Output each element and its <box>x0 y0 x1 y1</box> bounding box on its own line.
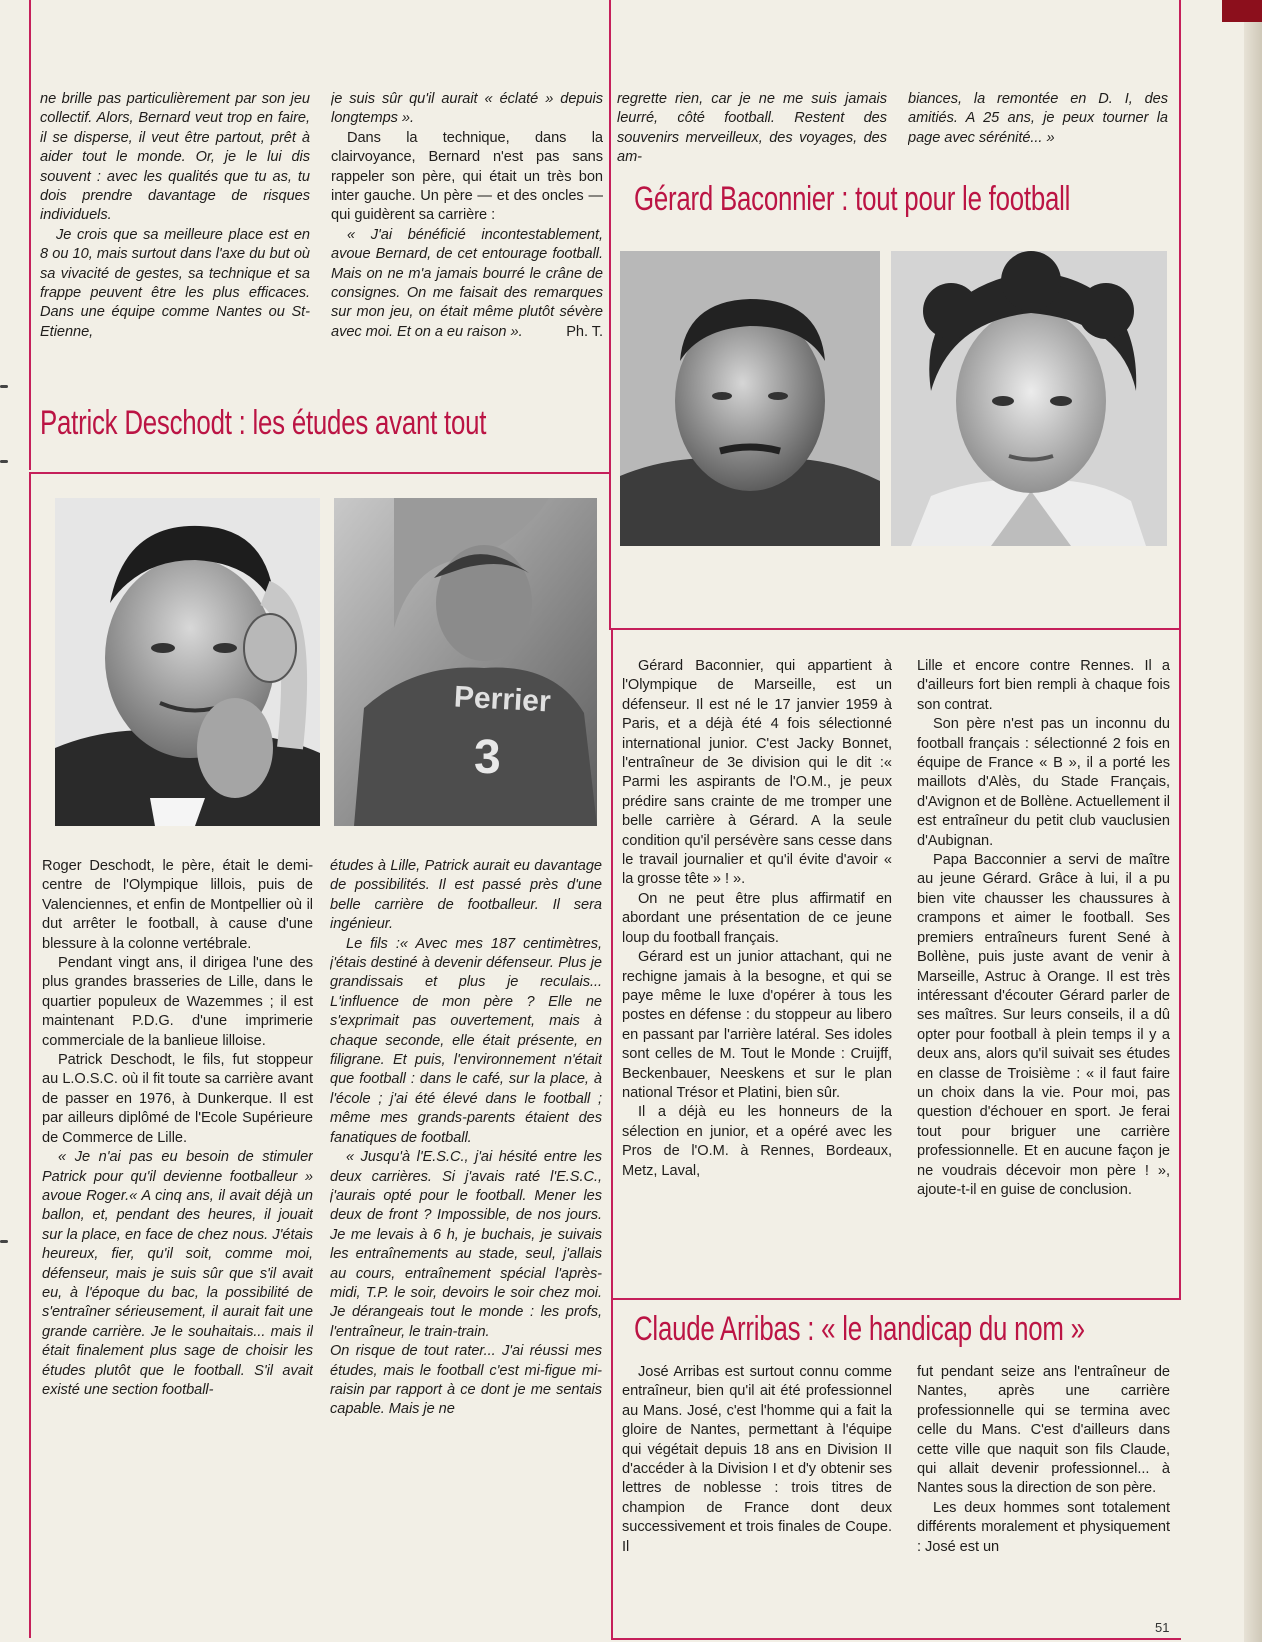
paragraph: biances, la remontée en D. I, des amitiés. A 25 ans, je peux tourner la page avec sérénité... » <box>908 91 1168 146</box>
paragraph: Son père n'est pas un inconnu du football français : sélectionné 2 fois en équipe de France « B », il a porté les maillots d'Alès, du Stade Français, d'Avignon et de Bollène. Actuellement il est entraîneur du petit club vauclusien d'Aubignan. <box>917 716 1170 849</box>
top-column-3 <box>617 90 887 180</box>
paragraph: fut pendant seize ans l'entraîneur de Nantes, après une carrière professionnelle qui se termina avec celle du Mans. C'est d'ailleurs dans cette ville que naquit son fils Claude, qui allait devenir professionnel... à Nantes sous la direction de son père. <box>917 1364 1170 1497</box>
gerard-baconnier-portrait-image <box>891 251 1167 546</box>
top-column-1 <box>40 90 310 380</box>
headline-deschodt: Patrick Deschodt : les études avant tout <box>40 404 487 442</box>
paragraph: José Arribas est surtout connu comme entraîneur, bien qu'il ait été professionnel au Mans. José, c'est l'homme qui a fait la gloire de Nantes, permettant à l'équipe qui végétait depuis 18 ans en Division II d'accéder à la Division I et d'y obtenir ses lettres de noblesse : trois titres de champion de France dont deux successivement et trois finales de Coupe. Il <box>622 1364 892 1555</box>
roger-portrait-image <box>55 498 320 826</box>
paragraph: Les deux hommes sont totalement différents moralement et physiquement : José est un <box>917 1499 1170 1555</box>
baconnier-column-2 <box>917 657 1170 1292</box>
headline-arribas: Claude Arribas : « le handicap du nom » <box>634 1310 1085 1348</box>
rule-deschodt-top <box>29 472 611 474</box>
paragraph: regrette rien, car je ne me suis jamais leurré, côté football. Restent des souvenirs merveilleux, des voyages, des am- <box>617 91 887 166</box>
paragraph: Je crois que sa meilleure place est en 8 ou 10, mais surtout dans l'axe du but où sa vivacité de gestes, sa technique et sa frappe peuvent être les plus efficaces. Dans une équipe comme Nantes ou St-Etienne, <box>40 226 310 340</box>
rule-baconnier-bottom <box>609 628 1181 630</box>
photo-baconnier-2 <box>891 251 1167 546</box>
rule-left-top <box>29 0 31 470</box>
paragraph: On ne peut être plus affirmatif en abordant une présentation de ce jeune loup du football français. <box>622 890 892 946</box>
headline-baconnier: Gérard Baconnier : tout pour le football <box>634 180 1071 218</box>
deschodt-column-2 <box>330 857 602 1632</box>
rule-arribas-top <box>611 1298 1181 1300</box>
paragraph: je suis sûr qu'il aurait « éclaté » depuis longtemps ». <box>331 91 603 127</box>
paragraph: ne brille pas particulièrement par son jeu collectif. Alors, Bernard veut trop en faire, il se disperse, il veut être partout, prêt à aider tout le monde. Or, je le lui dis souvent : avec les qualités que tu as, tu dois prendre davantage de risques individuels. <box>40 91 310 224</box>
shirt-sponsor-text: Perrier <box>453 680 552 719</box>
page-edge-tab <box>1222 0 1262 22</box>
paragraph: Roger Deschodt, le père, était le demi-centre de l'Olympique lillois, puis de Valenciennes, et enfin de Montpellier où il dut arrêter le football, à cause d'une blessure à la colonne vertébrale. <box>42 858 313 952</box>
paragraph: Papa Bacconnier a servi de maître au jeune Gérard. Grâce à lui, il a pu bien vite chausser les chaussures à crampons et aimer le football. Ses premiers entraîneurs furent Sené à Bollène, puis juste avant de venir à Marseille, Astruc à Orange. Il est très intéressant d'écouter Gérard parler de ses maîtres. Sur leurs conseils, il a dû opter pour football à plein temps il y a deux ans, alors qu'il suivait ses études en classe de Troisième : « il faut faire un choix dans la vie. Pour moi, pas question d'échouer en sport. Je ferai tout pour briguer une carrière professionnelle. Et en aucune façon je ne voudrais décevoir mon père ! », ajoute-t-il en guise de conclusion. <box>917 852 1170 1198</box>
paragraph: Le fils :« Avec mes 187 centimètres, j'étais destiné à devenir défenseur. Plus je grandissais et plus je reculais... L'influence de mon père ? Elle ne s'exprimait pas ouvertement, mais à chaque seconde, elle était présente, en filigrane. Et puis, l'environnement n'était que football : dans le café, sur la place, à l'école ; j'ai été élevé dans le football ; même mes grands-parents étaient des fanatiques de football. <box>330 935 602 1146</box>
rule-middle-top <box>609 0 611 628</box>
shirt-number-text: 3 <box>474 731 501 784</box>
patrick-portrait-image <box>334 498 597 826</box>
photo-baconnier-1 <box>620 251 880 546</box>
arribas-column-2 <box>917 1363 1170 1633</box>
author-signature: Ph. T. <box>566 323 603 340</box>
paragraph: Patrick Deschodt, le fils, fut stoppeur au L.O.S.C. où il fit toute sa carrière avant de passer en 1976, à Dunkerque. Il est par ailleurs diplômé de l'Ecole Supérieure de Commerce de Lille. <box>42 1052 313 1146</box>
paragraph: Gérard est un junior attachant, qui ne rechigne jamais à la besogne, et qui se paye même le luxe d'opérer à tous les postes en défense : du stoppeur au libero en passant par l'arrière latéral. Ses idoles sont celles de M. Tout le Monde : Cruijff, Beckenbauer, Neeskens et sur le plan national Trésor et Platini, bien sûr. <box>622 949 892 1101</box>
paragraph: Il a déjà eu les honneurs de la sélection en junior, et a opéré avec les Pros de l'O.M. à Rennes, Bordeaux, Metz, Laval, <box>622 1104 892 1179</box>
binder-mark <box>0 1240 8 1243</box>
rule-left <box>29 473 31 1638</box>
deschodt-column-1 <box>42 857 313 1632</box>
rule-right <box>1179 0 1181 1300</box>
page-edge <box>1244 0 1262 1642</box>
paragraph: On risque de tout rater... J'ai réussi mes études, mais le football c'est mi-figue mi-raisin par rapport à ce dont je me sentais capable. Mais je ne <box>330 1343 602 1418</box>
paragraph: Lille et encore contre Rennes. Il a d'ailleurs fort bien rempli à chaque fois son contrat. <box>917 658 1170 713</box>
photo-patrick-deschodt <box>334 498 597 826</box>
paragraph: Dans la technique, dans la clairvoyance, Bernard n'est pas sans rappeler son père, qui était un très bon inter gauche. Un père — et des oncles — qui guidèrent sa carrière : <box>331 129 603 224</box>
quote-paragraph <box>331 226 603 342</box>
player-1-portrait-image <box>620 251 880 546</box>
top-column-4 <box>908 90 1168 180</box>
photo-roger-deschodt <box>55 498 320 826</box>
binder-mark <box>0 460 8 463</box>
binder-mark <box>0 385 8 388</box>
top-column-2 <box>331 90 603 385</box>
page-number: 51 <box>1155 1620 1170 1635</box>
rule-middle <box>611 630 613 1638</box>
paragraph: « Je n'ai pas eu besoin de stimuler Patrick pour qu'il devienne footballeur » avoue Roger.« A cinq ans, il avait déjà un ballon, et, pendant des heures, il jouait sur la place, en face de chez nous. J'étais heureux, fier, qu'il soit, comme moi, défenseur, mais je suis sûr que s'il avait eu, à l'époque du bac, la possibilité de s'entraîner sérieusement, il aurait fait une grande carrière. Je le souhaitais... mais il était finalement plus sage de choisir les études plutôt que le football. S'il avait existé une section football- <box>42 1149 313 1398</box>
arribas-column-1 <box>622 1363 892 1633</box>
paragraph: Gérard Baconnier, qui appartient à l'Olympique de Marseille, est un défenseur. Il est né le 17 janvier 1959 à Paris, et a déjà été 4 fois sélectionné international junior. C'est Jacky Bonnet, l'entraîneur de 3e division qui le dit :« Parmi les aspirants de l'O.M., je peux prédire sans crainte de me tromper une belle carrière à Gérard. A la seule condition qu'il persévère sans cesse dans le travail journalier et qu'il évite d'avoir « la grosse tête » ! ». <box>622 658 892 888</box>
paragraph: études à Lille, Patrick aurait eu davantage de possibilités. Il est passé près d'une belle carrière de footballeur. Il sera ingénieur. <box>330 858 602 933</box>
baconnier-column-1 <box>622 657 892 1292</box>
paragraph: Pendant vingt ans, il dirigea l'une des plus grandes brasseries de Lille, dans le quartier populeux de Wazemmes ; il est maintenant P.D.G. d'une imprimerie commerciale de la banlieue lilloise. <box>42 955 313 1049</box>
paragraph: « Jusqu'à l'E.S.C., j'ai hésité entre les deux carrières. Si j'avais raté l'E.S.C., j'aurais opté pour le football. Mener les deux de front ? Impossible, de nos jours. Je me levais à 6 h, je buchais, je suivais les entraînements au stade, seul, j'allais au cours, entraînement spécial l'après-midi, T.P. le soir, devoirs le soir chez moi. Je dérangeais tout le monde : les profs, l'entraîneur, le train-train. <box>330 1149 602 1340</box>
rule-arribas-bottom <box>611 1638 1181 1640</box>
quote-text: « J'ai bénéficié incontestablement, avoue Bernard, de cet entourage football. Mais on ne m'a jamais bourré le crâne de consignes. On me faisait des remarques sur mon jeu, on était même plutôt sévère avec moi. Et on a eu raison ». <box>331 226 603 340</box>
